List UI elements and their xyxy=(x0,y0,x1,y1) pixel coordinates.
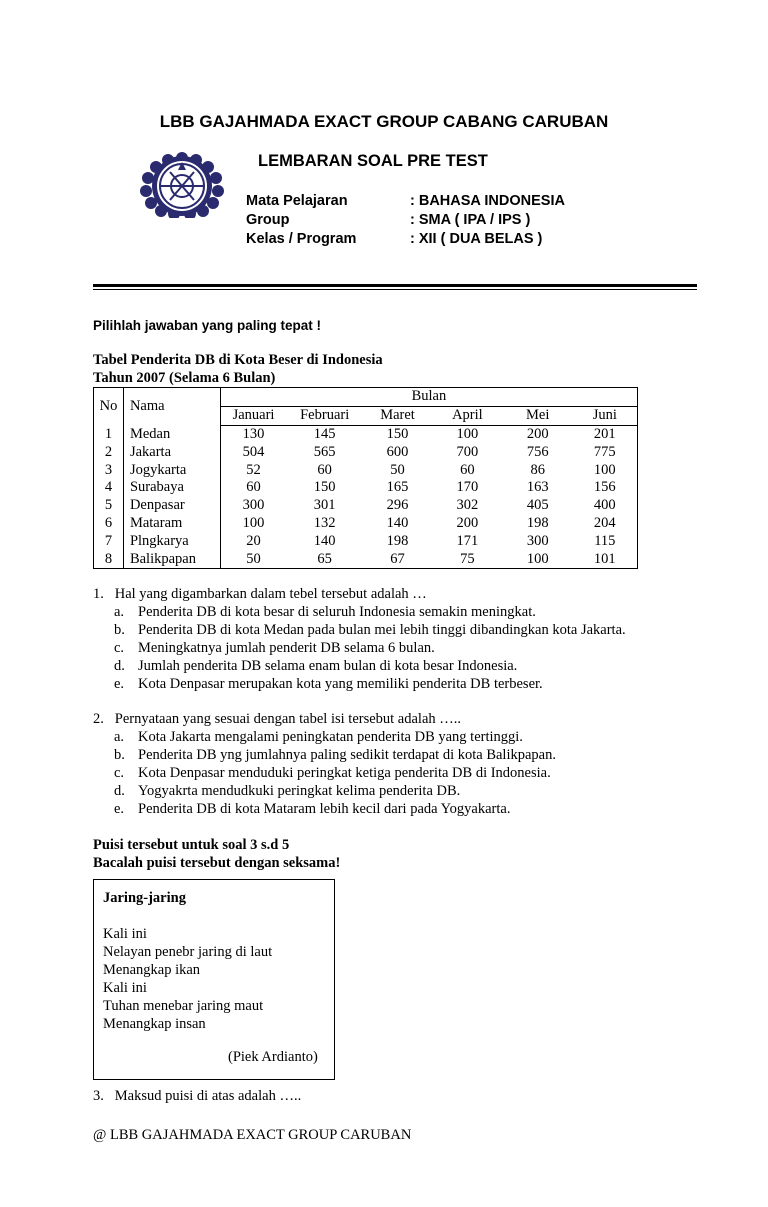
option-2c: c. Kota Denpasar menduduki peringkat ketiga penderita DB di Indonesia. xyxy=(114,765,551,781)
cell-value: 400 xyxy=(573,497,638,515)
table-row xyxy=(94,461,638,479)
cell-value: 165 xyxy=(386,479,409,496)
poem-title: Jaring-jaring xyxy=(103,890,186,906)
cell-value: 204 xyxy=(573,515,638,533)
cell-value: 163 xyxy=(526,479,549,496)
poem-line: Nelayan penebr jaring di laut xyxy=(103,944,273,960)
page-footer: @ LBB GAJAHMADA EXACT GROUP CARUBAN xyxy=(93,1127,412,1143)
header-divider-thick xyxy=(93,284,697,287)
meta-label-group: Group xyxy=(246,212,290,228)
cell-no: 2 xyxy=(94,443,124,461)
option-1c: c. Meningkatnya jumlah penderit DB selama 6 bulan. xyxy=(114,640,435,656)
meta-label-subject: Mata Pelajaran xyxy=(246,193,348,209)
header-month: Mei xyxy=(503,406,573,425)
cell-city: Jakarta xyxy=(123,443,220,461)
cell-no: 4 xyxy=(94,479,124,497)
cell-value: 75 xyxy=(432,550,503,568)
cell-value: 65 xyxy=(286,550,363,568)
option-1b: b. Penderita DB di kota Medan pada bulan mei lebih tinggi dibandingkan kota Jakarta. xyxy=(114,622,626,638)
option-2d: d. Yogyakrta mendudkuki peringkat kelima penderita DB. xyxy=(114,783,461,799)
meta-value-class: : XII ( DUA BELAS ) xyxy=(410,231,543,247)
header-month: Februari xyxy=(286,406,363,425)
header-month: Juni xyxy=(573,406,638,425)
cell-value: 100 xyxy=(573,461,638,479)
cell-value: 700 xyxy=(456,443,479,460)
header-month: Maret xyxy=(363,406,432,425)
cell-value: 140 xyxy=(386,514,409,531)
cell-value: 132 xyxy=(313,514,336,531)
table-subtitle: Tahun 2007 (Selama 6 Bulan) xyxy=(93,370,276,386)
question-2 xyxy=(93,711,461,728)
cell-value: 140 xyxy=(313,532,336,549)
table-row xyxy=(94,443,638,461)
cell-value: 67 xyxy=(363,550,432,568)
question-number: 2. xyxy=(93,711,104,727)
cell-value: 145 xyxy=(313,425,336,442)
cell-value: 86 xyxy=(530,461,545,478)
cell-value: 150 xyxy=(313,479,336,496)
table-row xyxy=(94,550,638,568)
option-2b: b. Penderita DB yng jumlahnya paling sedikit terdapat di kota Balikpapan. xyxy=(114,747,556,763)
poem-line: Kali ini xyxy=(103,926,147,942)
table-row xyxy=(94,532,638,550)
option-1e: e. Kota Denpasar merupakan kota yang memiliki penderita DB terbeser. xyxy=(114,676,543,692)
cell-value: 150 xyxy=(386,425,409,442)
cell-value: 115 xyxy=(573,532,638,550)
cell-value: 775 xyxy=(573,443,638,461)
header-month: Januari xyxy=(220,406,286,425)
poem-line: Kali ini xyxy=(103,980,147,996)
cell-value: 198 xyxy=(386,532,409,549)
poem-line: Menangkap ikan xyxy=(103,962,201,978)
cell-value: 170 xyxy=(456,479,479,496)
cell-city: Mataram xyxy=(123,515,220,533)
cell-value: 405 xyxy=(526,497,549,514)
cell-value: 301 xyxy=(313,497,336,514)
cell-no: 1 xyxy=(94,425,124,443)
cell-value: 52 xyxy=(246,461,261,478)
db-cases-table xyxy=(93,387,638,569)
table-row xyxy=(94,425,638,443)
cell-city: Surabaya xyxy=(123,479,220,497)
cell-value: 101 xyxy=(573,550,638,568)
option-2e: e. Penderita DB di kota Mataram lebih kecil dari pada Yogyakarta. xyxy=(114,801,511,817)
cell-value: 756 xyxy=(526,443,549,460)
cell-value: 565 xyxy=(313,443,336,460)
option-1d: d. Jumlah penderita DB selama enam bulan di kota besar Indonesia. xyxy=(114,658,518,674)
page-subtitle: LEMBARAN SOAL PRE TEST xyxy=(258,152,488,170)
table-title: Tabel Penderita DB di Kota Beser di Indonesia xyxy=(93,352,383,368)
header-no: No xyxy=(94,388,124,426)
table-body xyxy=(94,425,638,568)
table-row xyxy=(94,497,638,515)
institution-logo xyxy=(134,152,230,218)
header-divider-thin xyxy=(93,289,697,290)
cell-city: Balikpapan xyxy=(123,550,220,568)
cell-value: 300 xyxy=(242,497,265,514)
cell-city: Denpasar xyxy=(123,497,220,515)
poem-line: Menangkap insan xyxy=(103,1016,206,1032)
cell-city: Jogykarta xyxy=(123,461,220,479)
cell-city: Plngkarya xyxy=(123,532,220,550)
cell-no: 7 xyxy=(94,532,124,550)
cell-value: 60 xyxy=(317,461,332,478)
instruction-text: Pilihlah jawaban yang paling tepat ! xyxy=(93,318,322,333)
cell-no: 8 xyxy=(94,550,124,568)
cell-value: 100 xyxy=(503,550,573,568)
cell-value: 100 xyxy=(456,425,479,442)
cell-value: 171 xyxy=(456,532,479,549)
question-text: Pernyataan yang sesuai dengan tabel isi tersebut adalah ….. xyxy=(114,711,462,727)
cell-value: 302 xyxy=(456,497,479,514)
poem-line: Tuhan menebar jaring maut xyxy=(103,998,264,1014)
table-row xyxy=(94,515,638,533)
option-1a: a. Penderita DB di kota besar di seluruh Indonesia semakin meningkat. xyxy=(114,604,536,620)
cell-value: 198 xyxy=(526,514,549,531)
header-nama: Nama xyxy=(123,388,220,426)
cell-value: 600 xyxy=(386,443,409,460)
cell-no: 3 xyxy=(94,461,124,479)
question-3 xyxy=(93,1088,301,1105)
cell-value: 156 xyxy=(573,479,638,497)
meta-label-class: Kelas / Program xyxy=(246,231,357,247)
cell-value: 50 xyxy=(390,461,405,478)
header-month: April xyxy=(432,406,503,425)
cell-value: 296 xyxy=(386,497,409,514)
cell-value: 300 xyxy=(526,532,549,549)
cell-value: 100 xyxy=(242,514,265,531)
question-number: 3. xyxy=(93,1088,104,1104)
poem-intro-line1: Puisi tersebut untuk soal 3 s.d 5 xyxy=(93,837,290,853)
cell-value: 504 xyxy=(242,443,265,460)
header-bulan: Bulan xyxy=(220,388,637,407)
table-row xyxy=(94,479,638,497)
cell-value: 20 xyxy=(246,532,261,549)
cell-no: 5 xyxy=(94,497,124,515)
cell-value: 201 xyxy=(573,425,638,443)
poem-intro-line2: Bacalah puisi tersebut dengan seksama! xyxy=(93,855,341,871)
cell-city: Medan xyxy=(123,425,220,443)
cell-value: 60 xyxy=(460,461,475,478)
cell-value: 60 xyxy=(246,479,261,496)
cell-no: 6 xyxy=(94,515,124,533)
option-2a: a. Kota Jakarta mengalami peningkatan penderita DB yang tertinggi. xyxy=(114,729,523,745)
page-title: LBB GAJAHMADA EXACT GROUP CABANG CARUBAN xyxy=(159,112,609,131)
cell-value: 50 xyxy=(220,550,286,568)
question-1 xyxy=(93,586,427,603)
meta-value-group: : SMA ( IPA / IPS ) xyxy=(410,212,531,228)
poem-author: (Piek Ardianto) xyxy=(228,1049,318,1065)
cell-value: 130 xyxy=(242,425,265,442)
question-text: Hal yang digambarkan dalam tebel tersebut adalah … xyxy=(114,586,427,602)
meta-value-subject: : BAHASA INDONESIA xyxy=(410,193,565,209)
cell-value: 200 xyxy=(456,514,479,531)
question-number: 1. xyxy=(93,586,104,602)
question-text: Maksud puisi di atas adalah ….. xyxy=(114,1088,302,1104)
cell-value: 200 xyxy=(526,425,549,442)
